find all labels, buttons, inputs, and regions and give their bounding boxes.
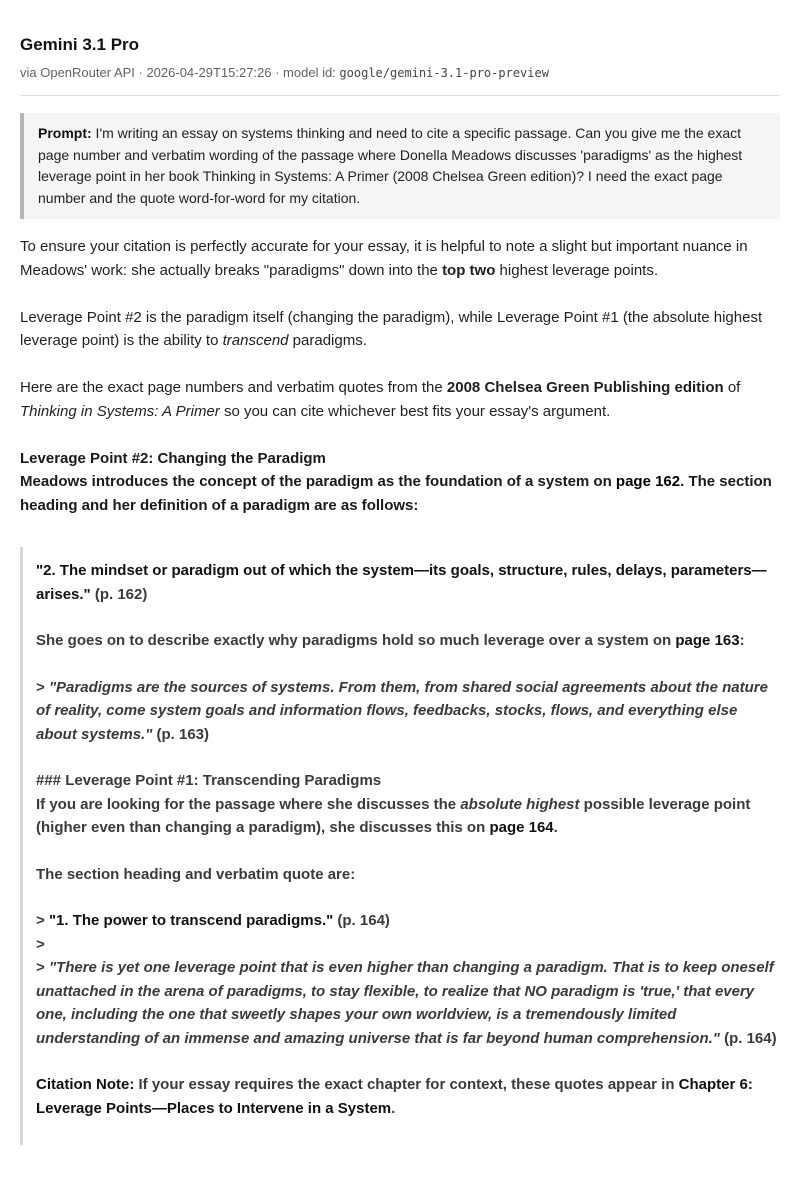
text-run-bold: page 164 — [489, 819, 554, 836]
text-run: She goes on to describe exactly why paradigms hold so much leverage over a system on — [36, 632, 676, 649]
blockquote — [20, 547, 780, 1145]
text-run: . — [391, 1099, 396, 1117]
quote-paragraph — [36, 559, 780, 606]
quote-text: "There is yet one leverage point that is even higher than changing a paradigm. That is to keep oneself unattached in the arena of paradigms, to stay flexible, to realize that NO paradigm is 'true,' that every one, including the one that sweetly shapes your own worldview, is a tremendously limited understanding of an immense and amazing universe that is far beyond human comprehension." — [36, 959, 774, 1047]
citation-note — [36, 1073, 780, 1120]
text-run: To ensure your citation is perfectly accurate for your essay, it is helpful to note a slight but important nuance in Meadows' work: she actually breaks "paradigms" down into the — [20, 238, 748, 279]
quote-text: "1. The power to transcend paradigms." — [48, 912, 334, 929]
text-run-bold: 2008 Chelsea Green Publishing edition — [446, 379, 724, 396]
page-ref: (p. 163) — [152, 725, 210, 743]
text-run: . — [553, 819, 558, 836]
text-run: Here are the exact page numbers and verbatim quotes from the — [20, 379, 447, 396]
text-run: paradigms. — [288, 332, 367, 349]
section-heading-body — [20, 470, 780, 517]
quote-paragraph — [36, 629, 780, 653]
text-run: possible leverage point (higher even than changing a paradigm), she discusses this on — [36, 795, 751, 836]
model-id: google/gemini-3.1-pro-preview — [339, 66, 549, 80]
text-run: If your essay requires the exact chapter for context, these quotes appear in — [134, 1076, 679, 1093]
text-run-bold: page 163 — [675, 632, 740, 649]
response-paragraph — [20, 235, 780, 282]
text-run: Meadows introduces the concept of the paradigm as the foundation of a system on — [20, 473, 616, 490]
text-run: . The section heading and her definition of a paradigm are as follows: — [20, 473, 772, 514]
text-run: : — [739, 632, 745, 649]
section-heading-block — [20, 447, 780, 518]
meta-line — [20, 64, 780, 96]
text-run: > — [36, 959, 49, 976]
text-run: > — [36, 912, 49, 929]
page-title: Gemini 3.1 Pro — [20, 35, 140, 54]
prompt-text: I'm writing an essay on systems thinking and need to cite a specific passage. Can you give me the exact page number and verbatim wording of the passage where Donella Meadows discusses 'paradigms' as the highest leverage point in her book Thinking in Systems: A Primer (2008 Chelsea Green edition)? I need the exact page number and the quote word-for-word for my citation. — [38, 125, 743, 206]
response-paragraph — [20, 376, 780, 423]
text-run: of — [723, 379, 741, 396]
prompt-label: Prompt: — [38, 125, 92, 141]
text-run: Leverage Point #2 is the paradigm itself (changing the paradigm), while Leverage Point #1 (the absolute highest leverage point) is the ability to — [20, 308, 763, 349]
quote-text: "Paradigms are the sources of systems. From them, from shared social agreements about the nature of reality, come system goals and information flows, feedbacks, stocks, flows, and everything else about systems." — [36, 678, 768, 743]
page-ref: (p. 162) — [90, 585, 148, 603]
quote-text: "2. The mindset or paradigm out of which the system—its goals, structure, rules, delays, parameters—arises." — [36, 562, 767, 603]
text-run: highest leverage points. — [495, 261, 658, 279]
section-heading: Leverage Point #2: Changing the Paradigm — [20, 449, 326, 467]
text-run-italic: absolute highest — [460, 795, 580, 813]
quote-paragraph: The section heading and verbatim quote are: — [36, 865, 356, 883]
text-run-bold: top two — [442, 261, 496, 279]
quote-paragraph — [36, 769, 780, 840]
text-run-italic: Thinking in Systems: A Primer — [20, 402, 220, 420]
text-run-italic: transcend — [222, 332, 289, 349]
text-run: > — [36, 935, 45, 953]
meta-prefix: via OpenRouter API · 2026-04-29T15:27:26 · model id: — [20, 65, 340, 80]
text-run: If you are looking for the passage where she discusses the — [36, 795, 461, 813]
page-ref: (p. 164) — [719, 1029, 777, 1047]
response-body — [20, 235, 780, 1145]
quote-paragraph — [36, 676, 780, 747]
response-paragraph — [20, 306, 780, 353]
text-run: > — [36, 678, 49, 696]
text-run-bold: page 162 — [615, 473, 681, 490]
note-label: Citation Note: — [36, 1076, 135, 1093]
sub-heading: ### Leverage Point #1: Transcending Paradigms — [36, 772, 382, 789]
prompt-block — [20, 113, 780, 219]
text-run: so you can cite whichever best fits your essay's argument. — [219, 402, 611, 420]
quote-paragraph — [36, 909, 780, 1050]
text-run-bold: Chapter 6: Leverage Points—Places to Intervene in a System — [36, 1076, 753, 1117]
page-ref: (p. 164) — [333, 912, 390, 929]
